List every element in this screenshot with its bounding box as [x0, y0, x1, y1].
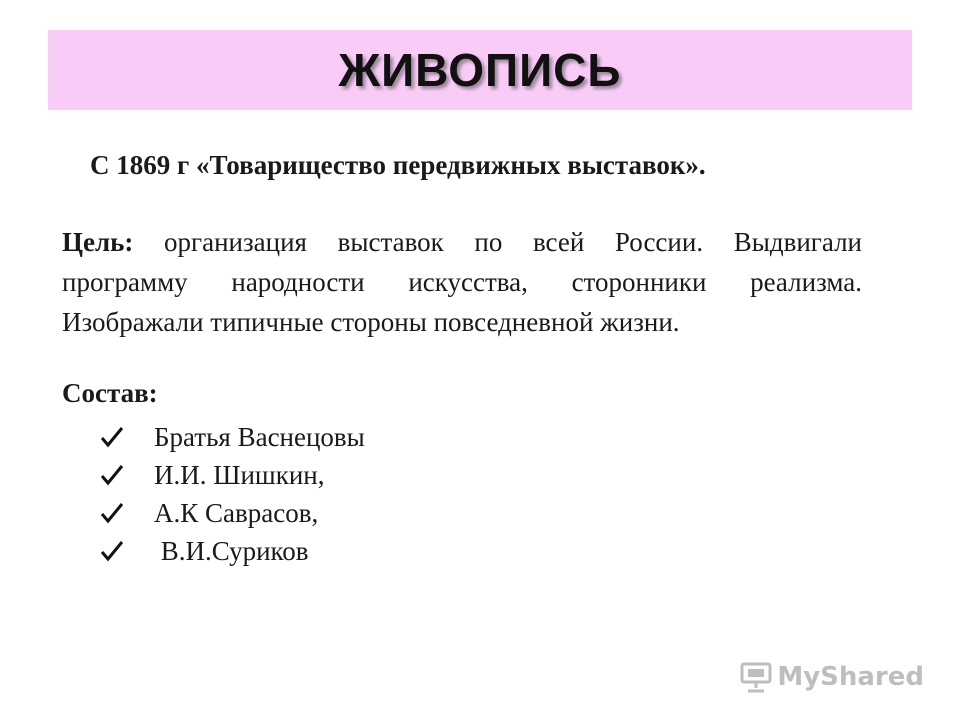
- projector-icon: [739, 660, 773, 694]
- checkmark-icon: [100, 463, 124, 487]
- checkmark-icon: [100, 501, 124, 525]
- member-name: И.И. Шишкин,: [154, 459, 325, 490]
- member-name: В.И.Суриков: [154, 535, 309, 566]
- title-banner: [48, 30, 912, 110]
- goal-line-2: программу народности искусства, сторонники реализма.: [62, 267, 862, 297]
- list-item: [100, 456, 365, 494]
- list-item: [100, 532, 365, 570]
- goal-label: Цель:: [62, 227, 134, 257]
- watermark[interactable]: [739, 660, 924, 694]
- goal-line-1-text: организация выставок по всей России. Выдвигали: [133, 227, 862, 257]
- watermark-text: MyShared: [777, 662, 924, 692]
- list-item: [100, 418, 365, 456]
- composition-label: Состав:: [62, 378, 158, 408]
- list-item: [100, 494, 365, 532]
- goal-paragraph: [62, 222, 862, 342]
- member-name: Братья Васнецовы: [154, 421, 365, 452]
- goal-line-1: [62, 222, 862, 262]
- subtitle: С 1869 г «Товарищество передвижных выставок».: [90, 150, 706, 180]
- goal-line-3: Изображали типичные стороны повседневной жизни.: [62, 307, 680, 337]
- checkmark-icon: [100, 539, 124, 563]
- members-list: [100, 418, 365, 570]
- checkmark-icon: [100, 425, 124, 449]
- slide-title: ЖИВОПИСЬ: [338, 44, 622, 96]
- member-name: А.К Саврасов,: [154, 497, 319, 528]
